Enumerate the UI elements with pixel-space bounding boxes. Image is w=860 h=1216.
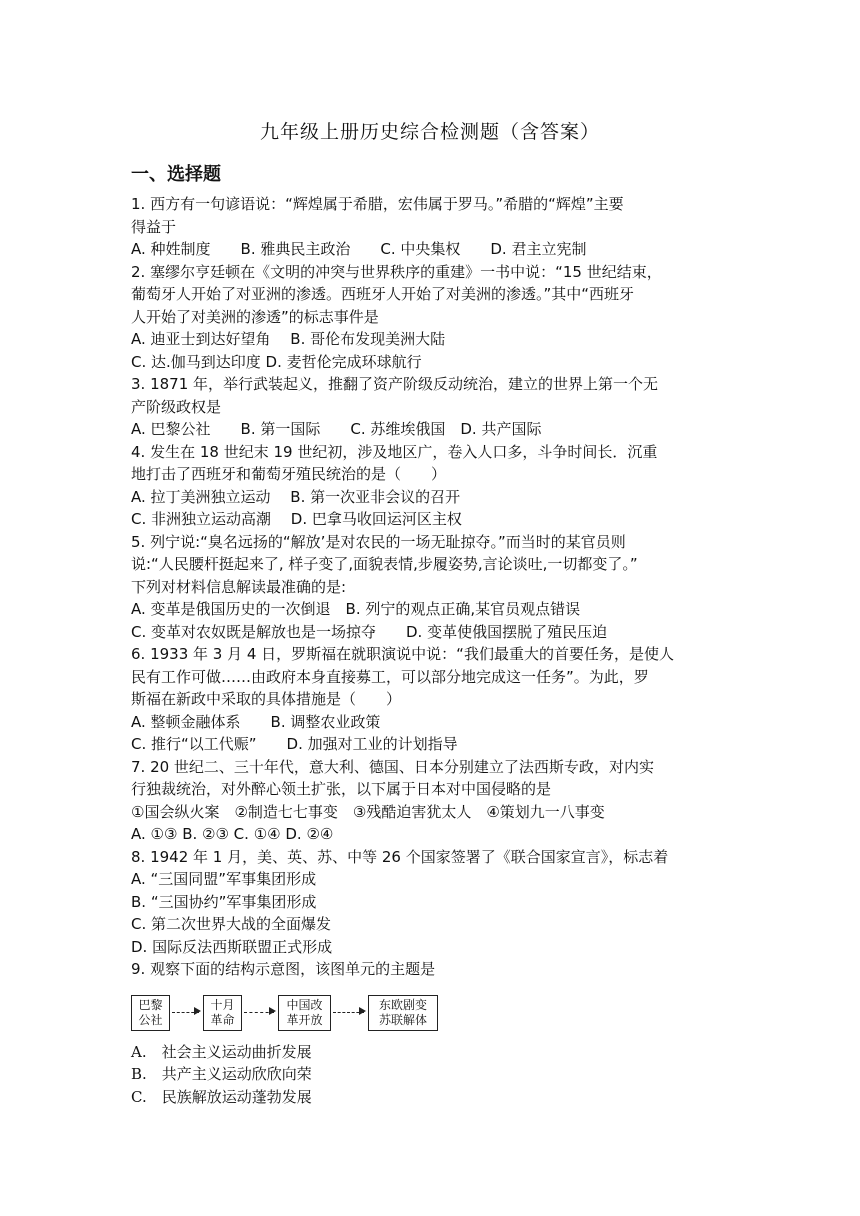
- diagram-box-line: 公社: [138, 1012, 163, 1027]
- answer-options: C. 变革对农奴既是解放也是一场掠夺 D. 变革使俄国摆脱了殖民压迫: [131, 622, 608, 641]
- text-line: 行独裁统治，对外醉心领土扩张，以下属于日本对中国侵略的是: [131, 780, 552, 798]
- text-line: 下列对材料信息解读最准确的是:: [131, 577, 347, 596]
- answer-options: B. 共产主义运动欣欣向荣: [131, 1065, 312, 1083]
- answer-options: A. 社会主义运动曲折发展: [131, 1042, 312, 1061]
- answer-options: A. “三国同盟”军事集团形成: [131, 870, 317, 888]
- page-title: 九年级上册历史综合检测题（含答案）: [259, 121, 600, 143]
- diagram-box-line: 十月: [210, 997, 235, 1012]
- text-line: 8. 1942 年 1 月，美、英、苏、中等 26 个国家签署了《联合国家宣言》，标志着: [131, 847, 669, 866]
- answer-options: A. 迪亚士到达好望角 B. 哥伦布发现美洲大陆: [131, 330, 446, 348]
- structure-diagram: [131, 995, 731, 1041]
- diagram-box-paris-commune: [131, 995, 170, 1031]
- diagram-box-line: 革开放: [286, 1012, 323, 1027]
- text-line: 5. 列宁说:“臭名远扬的“解放’是对农民的一场无耻掠夺。”而当时的某官员则: [131, 532, 626, 551]
- dashed-arrow: [172, 1012, 199, 1014]
- text-line: 7. 20 世纪二、三十年代，意大利、德国、日本分别建立了法西斯专政，对内实: [131, 757, 654, 776]
- diagram-box-line: 巴黎: [138, 997, 163, 1012]
- dashed-arrow: [244, 1012, 274, 1014]
- text-line: 地打击了西班牙和葡萄牙殖民统治的是（ ）: [131, 465, 447, 483]
- answer-options: C. 达.伽马到达印度 D. 麦哲伦完成环球航行: [131, 352, 422, 371]
- diagram-box-line: 苏联解体: [378, 1012, 427, 1027]
- text-line: 说:“人民腰杆挺起来了, 样子变了,面貌表情,步履姿势,言论谈吐,一切都变了。”: [131, 555, 638, 573]
- text-line: 3. 1871 年，举行武装起义，推翻了资产阶级反动统治，建立的世界上第一个无: [131, 375, 659, 393]
- answer-options: C. 非洲独立运动高潮 D. 巴拿马收回运河区主权: [131, 510, 462, 528]
- question-body: [131, 193, 731, 1108]
- text-line: 民有工作可做……由政府本身直接募工，可以部分地完成这一任务”。为此，罗: [131, 667, 649, 686]
- answer-options: C. 民族解放运动蓬勃发展: [131, 1087, 312, 1106]
- text-line: 产阶级政权是: [131, 397, 222, 416]
- text-line: 4. 发生在 18 世纪末 19 世纪初，涉及地区广，卷入人口多，斗争时间长．沉重: [131, 442, 658, 461]
- answer-options: C. 推行“以工代赈” D. 加强对工业的计划指导: [131, 735, 458, 753]
- diagram-box-line: 东欧剧变: [378, 997, 427, 1012]
- diagram-box-soviet-collapse: [368, 995, 438, 1031]
- diagram-box-line: 中国改: [286, 997, 323, 1012]
- answer-options: B. “三国协约”军事集团形成: [131, 892, 317, 911]
- text-line: ①国会纵火案 ②制造七七事变 ③残酷迫害犹太人 ④策划九一八事变: [131, 802, 605, 821]
- text-line: 人开始了对美洲的渗透”的标志事件是: [131, 307, 379, 326]
- answer-options: D. 国际反法西斯联盟正式形成: [131, 937, 333, 956]
- diagram-box-line: 革命: [210, 1012, 235, 1027]
- text-line: 2. 塞缪尔亨廷顿在《文明的冲突与世界秩序的重建》一书中说：“15 世纪结束，: [131, 262, 662, 281]
- text-line: 斯福在新政中采取的具体措施是（ ）: [131, 690, 402, 708]
- section-heading: 一、选择题: [131, 164, 221, 185]
- answer-options: C. 第二次世界大战的全面爆发: [131, 915, 332, 933]
- text-line: 9. 观察下面的结构示意图，该图单元的主题是: [131, 960, 436, 978]
- text-line: 1. 西方有一句谚语说：“辉煌属于希腊，宏伟属于罗马。”希腊的“辉煌”主要: [131, 195, 624, 213]
- answer-options: A. 整顿金融体系 B. 调整农业政策: [131, 712, 381, 731]
- text-line: 得益于: [131, 217, 177, 236]
- dashed-arrow: [333, 1012, 364, 1014]
- diagram-box-reform-opening: [278, 995, 331, 1031]
- answer-options: A. 拉丁美洲独立运动 B. 第一次亚非会议的召开: [131, 487, 461, 506]
- answer-options: A. 种姓制度 B. 雅典民主政治 C. 中央集权 D. 君主立宪制: [131, 240, 587, 258]
- text-line: 葡萄牙人开始了对亚洲的渗透。西班牙人开始了对美洲的渗透。”其中“西班牙: [131, 285, 635, 303]
- answer-options: A. 变革是俄国历史的一次倒退 B. 列宁的观点正确,某官员观点错误: [131, 600, 581, 618]
- answer-options: A. 巴黎公社 B. 第一国际 C. 苏维埃俄国 D. 共产国际: [131, 420, 542, 438]
- diagram-box-october-revolution: [203, 995, 242, 1031]
- text-line: 6. 1933 年 3 月 4 日，罗斯福在就职演说中说：“我们最重大的首要任务，是使人: [131, 645, 674, 663]
- answer-options: A. ①③ B. ②③ C. ①④ D. ②④: [131, 825, 334, 843]
